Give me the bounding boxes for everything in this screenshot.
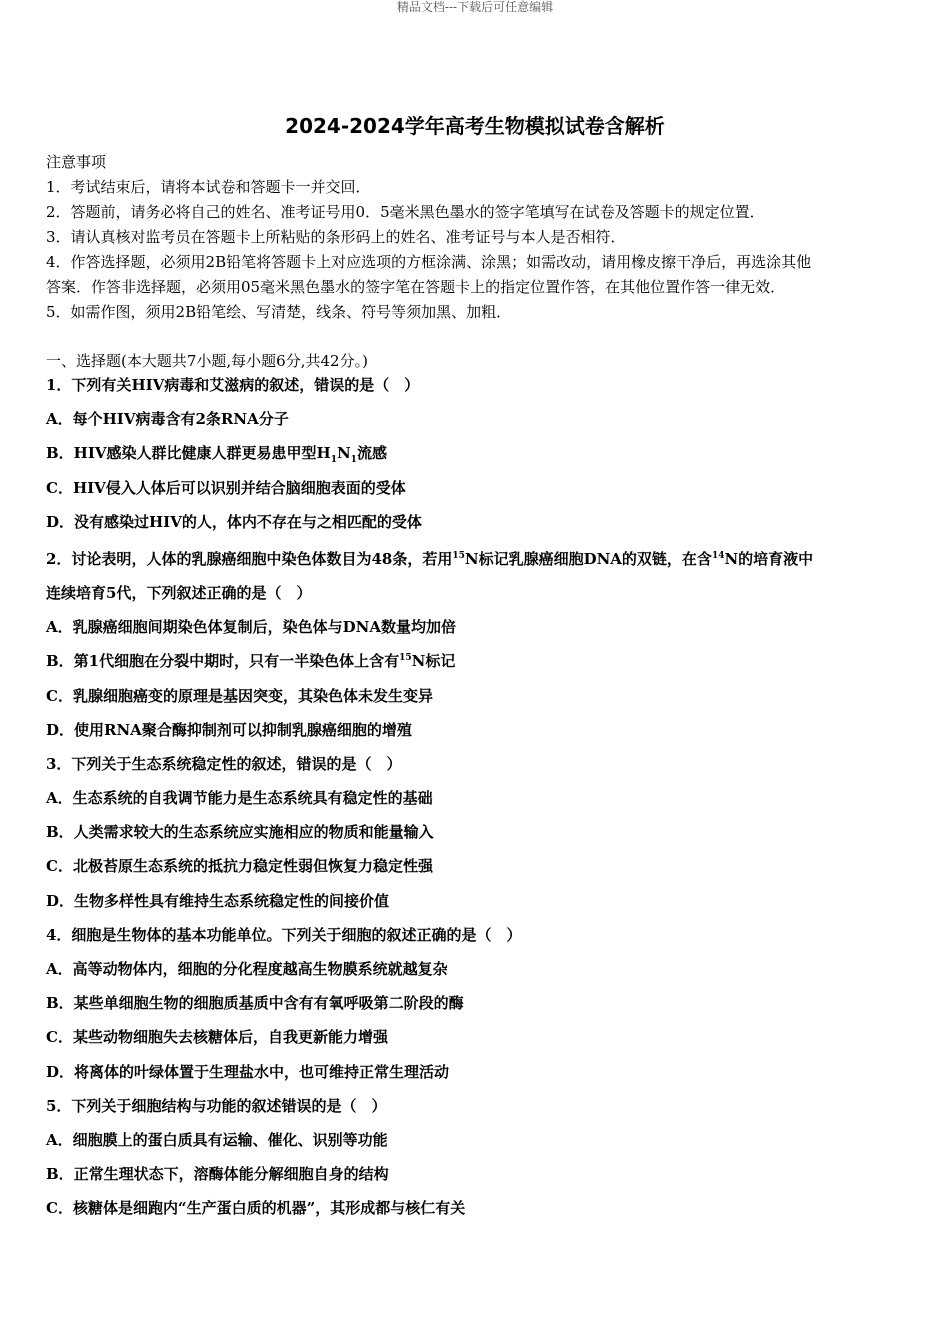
question-1-stem: 1．下列有关HIV病毒和艾滋病的叙述，错误的是（ ）	[46, 376, 420, 394]
question-2-option-a: A．乳腺癌细胞间期染色体复制后，染色体与DNA数量均加倍	[46, 618, 456, 637]
option-text: 流感	[356, 444, 387, 463]
question-3-stem: 3．下列关于生态系统稳定性的叙述，错误的是（ ）	[46, 754, 402, 773]
question-1-option-a: A．每个HIV病毒含有2条RNA分子	[46, 410, 289, 429]
question-4-stem: 4．细胞是生物体的基本功能单位。下列关于细胞的叙述正确的是（ ）	[46, 925, 522, 944]
notice-section	[46, 150, 906, 325]
notice-item: 1．考试结束后，请将本试卷和答题卡一并交回．	[46, 178, 371, 196]
subscript: 1	[330, 455, 337, 466]
question-4-option-a: A．高等动物体内，细胞的分化程度越高生物膜系统就越复杂	[46, 960, 448, 978]
option-text: N	[336, 444, 351, 463]
question-5-stem: 5．下列关于细胞结构与功能的叙述错误的是（ ）	[46, 1096, 387, 1115]
question-3-option-a: A．生态系统的自我调节能力是生态系统具有稳定性的基础	[46, 789, 433, 808]
question-2-stem	[46, 544, 906, 581]
page-title: 2024-2024学年高考生物模拟试卷含解析	[285, 114, 665, 138]
question-4-option-b: B．某些单细胞生物的细胞质基质中含有有氧呼吸第二阶段的酶	[46, 994, 464, 1013]
section-heading: 一、选择题(本大题共7小题,每小题6分,共42分。)	[46, 352, 368, 370]
question-3-option-c: C．北极苔原生态系统的抵抗力稳定性弱但恢复力稳定性强	[46, 857, 433, 876]
question-5-option-a: A．细胞膜上的蛋白质具有运输、催化、识别等功能	[46, 1130, 388, 1149]
stem-text: 2．讨论表明，人体的乳腺癌细胞中染色体数目为48条，若用	[46, 549, 453, 568]
notice-item: 2．答题前，请务必将自己的姓名、准考证号用0．5毫米黑色墨水的签字笔填写在试卷及答题卡的规定位置．	[46, 203, 765, 221]
question-4-option-d: D．将离体的叶绿体置于生理盐水中，也可维持正常生理活动	[46, 1062, 450, 1081]
notice-item: 答案．作答非选择题，必须用05毫米黑色墨水的签字笔在答题卡上的指定位置作答，在其他位置作答一律无效．	[46, 278, 786, 296]
subscript: 1	[350, 455, 357, 466]
question-2-stem-continued: 连续培育5代，下列叙述正确的是（ ）	[46, 583, 312, 602]
question-4-option-c: C．某些动物细胞失去核糖体后，自我更新能力增强	[46, 1028, 388, 1047]
question-5-option-c: C．核糖体是细跑内“生产蛋白质的机器”，其形成都与核仁有关	[46, 1199, 466, 1218]
notice-heading: 注意事项	[46, 153, 107, 171]
notice-item: 4．作答选择题，必须用2B铅笔将答题卡上对应选项的方框涂满、涂黑；如需改动，请用橡皮擦干净后，再选涂其他	[46, 253, 812, 271]
stem-text: N的培育液中	[724, 549, 814, 568]
notice-item: 5．如需作图，须用2B铅笔绘、写清楚，线条、符号等须加黑、加粗．	[46, 303, 512, 321]
question-1-option-c: C．HIV侵入人体后可以识别并结合脑细胞表面的受体	[46, 478, 406, 497]
question-2-option-b	[46, 649, 906, 683]
option-text: B．HIV感染人群比健康人群更易患甲型H	[46, 444, 331, 463]
question-5-option-b: B．正常生理状态下，溶酶体能分解细胞自身的结构	[46, 1165, 389, 1184]
question-1-option-b	[46, 441, 906, 475]
stem-text: N标记乳腺癌细胞DNA的双链，在含	[464, 549, 712, 568]
question-3-option-d: D．生物多样性具有维持生态系统稳定性的间接价值	[46, 891, 390, 910]
superscript: 14	[711, 550, 725, 561]
notice-item: 3．请认真核对监考员在答题卡上所粘贴的条形码上的姓名、准考证号与本人是否相符．	[46, 228, 626, 246]
question-3-option-b: B．人类需求较大的生态系统应实施相应的物质和能量输入	[46, 823, 434, 842]
superscript: 15	[452, 550, 465, 561]
option-text: N标记	[411, 652, 456, 671]
question-list	[46, 373, 906, 1231]
option-text: B．第1代细胞在分裂中期时，只有一半染色体上含有	[46, 652, 400, 671]
question-1-option-d: D．没有感染过HIV的人，体内不存在与之相匹配的受体	[46, 512, 422, 531]
header-note: 精品文档---下载后可任意编辑	[396, 0, 554, 14]
superscript: 15	[399, 653, 412, 664]
question-2-option-d: D．使用RNA聚合酶抑制剂可以抑制乳腺癌细胞的增殖	[46, 720, 412, 739]
question-2-option-c: C．乳腺细胞癌变的原理是基因突变，其染色体未发生变异	[46, 686, 433, 705]
